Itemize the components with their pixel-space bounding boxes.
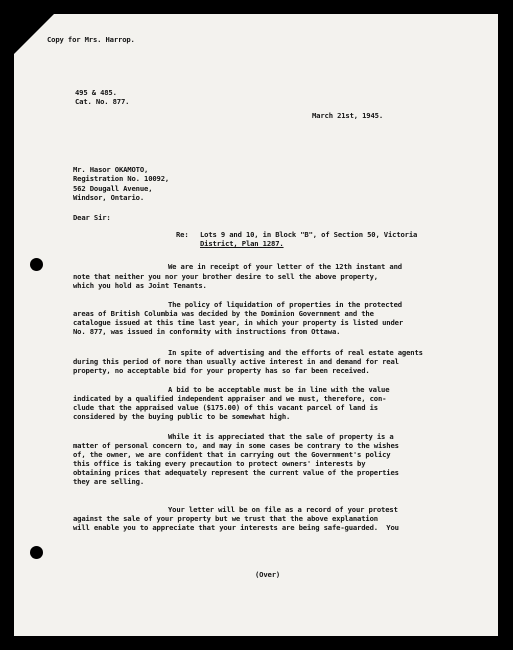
- paragraph-line: they are selling.: [73, 477, 145, 486]
- over-marker: (Over): [255, 570, 281, 579]
- paragraph-line: clude that the appraised value ($175.00) of this vacant parcel of land is: [73, 403, 378, 412]
- letter-date: March 21st, 1945.: [312, 111, 384, 120]
- punch-hole: [30, 258, 43, 271]
- paragraph-line: of, the owner, we are confident that in carrying out the Government's policy: [73, 450, 391, 459]
- address-line-4: Windsor, Ontario.: [73, 193, 145, 202]
- folded-corner: [14, 14, 54, 54]
- paragraph-line: considered by the buying public to be somewhat high.: [73, 412, 291, 421]
- address-line-2: Registration No. 10092,: [73, 174, 170, 183]
- paragraph-line: note that neither you nor your brother desire to sell the above property,: [73, 272, 378, 281]
- paragraph-line: In spite of advertising and the efforts of real estate agents: [168, 348, 423, 357]
- paragraph-line: A bid to be acceptable must be in line with the value: [168, 385, 390, 394]
- salutation: Dear Sir:: [73, 213, 111, 222]
- paragraph-line: against the sale of your property but we trust that the above explanation: [73, 514, 378, 523]
- re-label: Re:: [176, 230, 189, 239]
- paragraph-line: No. 877, was issued in conformity with instructions from Ottawa.: [73, 327, 341, 336]
- address-line-1: Mr. Hasor OKAMOTO,: [73, 165, 149, 174]
- file-ref-2: Cat. No. 877.: [75, 97, 130, 106]
- paragraph-line: areas of British Columbia was decided by the Dominion Government and the: [73, 309, 374, 318]
- paragraph-line: matter of personal concern to, and may in some cases be contrary to the wishes: [73, 441, 399, 450]
- paragraph-line: catalogue issued at this time last year, in which your property is listed under: [73, 318, 404, 327]
- paragraph-line: property, no acceptable bid for your property has so far been received.: [73, 366, 370, 375]
- paragraph-line: While it is appreciated that the sale of property is a: [168, 432, 394, 441]
- re-line-2: District, Plan 1287.: [200, 239, 284, 248]
- punch-hole: [30, 546, 43, 559]
- paragraph-line: will enable you to appreciate that your interests are being safe-guarded. You: [73, 523, 399, 532]
- paragraph-line: obtaining prices that adequately represent the current value of the properties: [73, 468, 399, 477]
- paragraph-line: indicated by a qualified independent appraiser and we must, therefore, con-: [73, 394, 387, 403]
- paragraph-line: We are in receipt of your letter of the 12th instant and: [168, 262, 402, 271]
- paragraph-line: The policy of liquidation of properties in the protected: [168, 300, 402, 309]
- paragraph-line: which you hold as Joint Tenants.: [73, 281, 207, 290]
- paragraph-line: Your letter will be on file as a record of your protest: [168, 505, 398, 514]
- paragraph-line: during this period of more than usually active interest in and demand for real: [73, 357, 399, 366]
- address-line-3: 562 Dougall Avenue,: [73, 184, 153, 193]
- copy-note: Copy for Mrs. Harrop.: [47, 35, 135, 44]
- paragraph-line: this office is taking every precaution to protect owners' interests by: [73, 459, 366, 468]
- re-line-1: Lots 9 and 10, in Block "B", of Section 50, Victoria: [200, 230, 418, 239]
- file-ref-1: 495 & 485.: [75, 88, 117, 97]
- letter-page: [14, 14, 498, 636]
